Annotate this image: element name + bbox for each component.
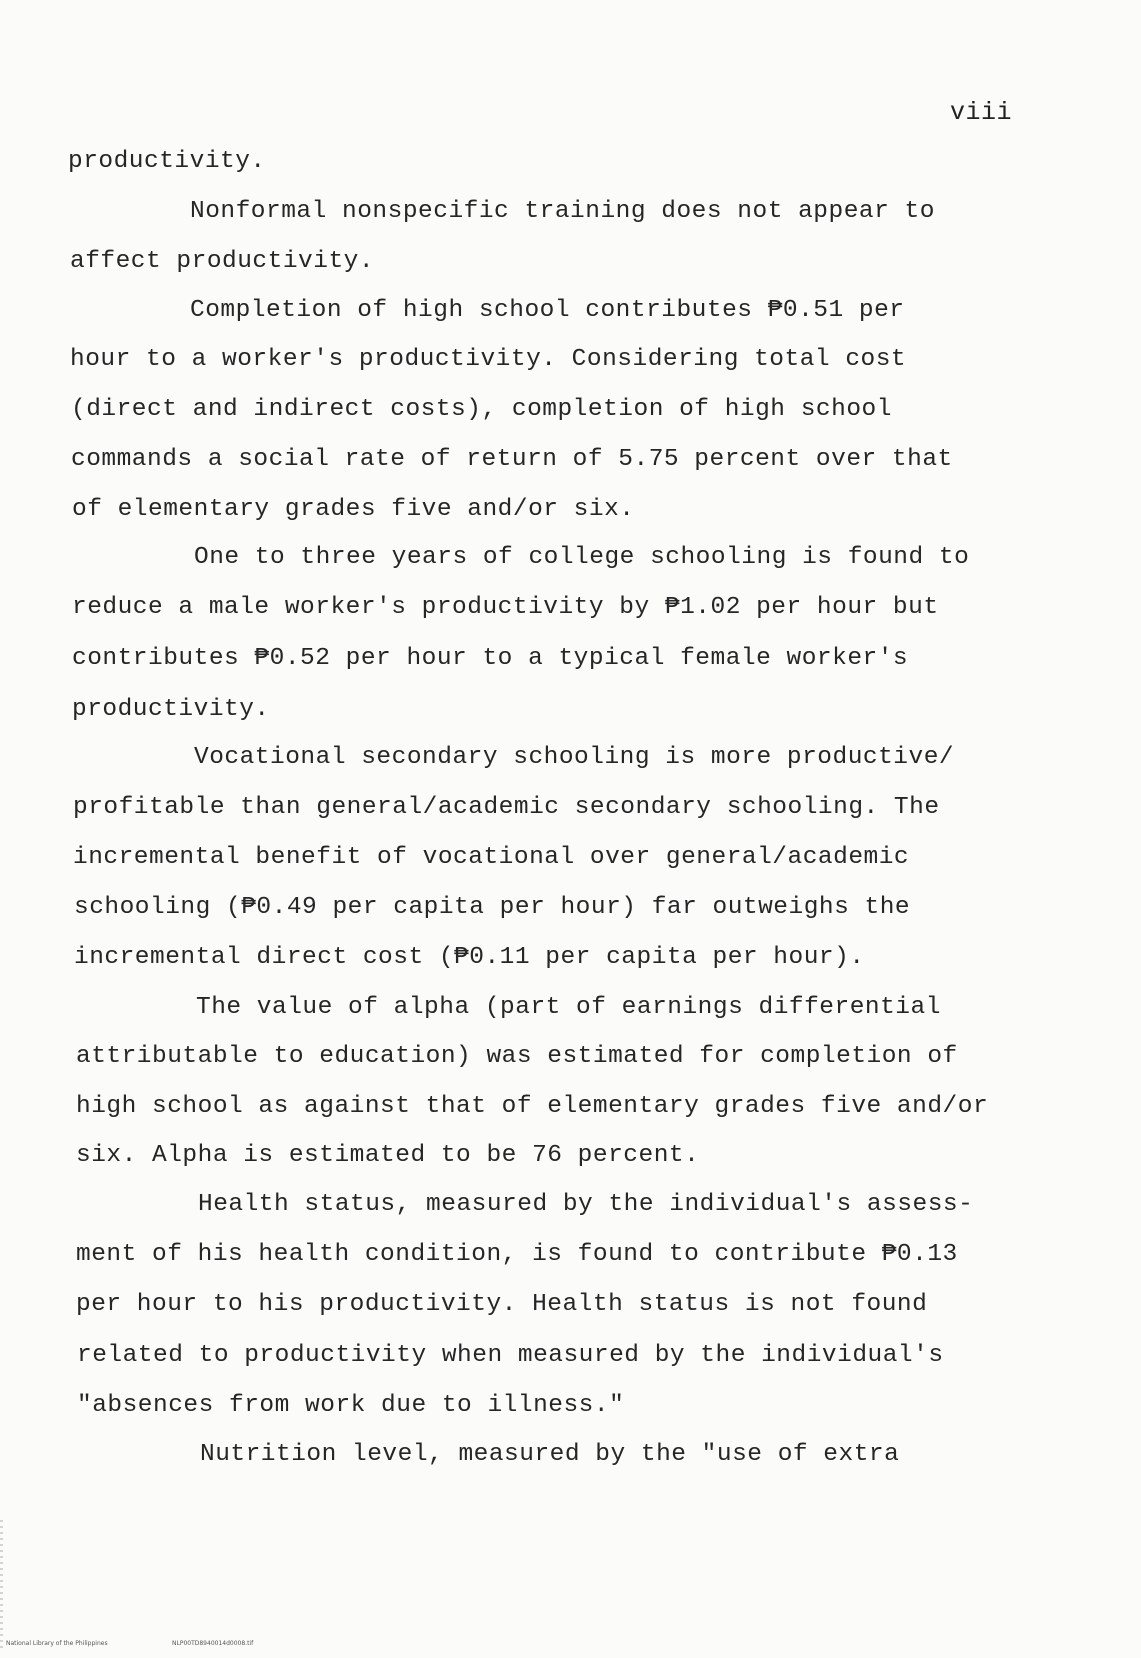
text-line: reduce a male worker's productivity by ₱1.02 per hour but: [72, 594, 939, 621]
text-line: Completion of high school contributes ₱0.51 per: [190, 297, 905, 324]
text-line: high school as against that of elementary grades five and/or: [76, 1093, 989, 1120]
scan-edge-mark: [0, 1520, 3, 1650]
text-line: One to three years of college schooling is found to: [194, 544, 970, 571]
page-number: viii: [950, 98, 1013, 127]
text-line: productivity.: [72, 696, 270, 723]
text-line: (direct and indirect costs), completion of high school: [71, 396, 892, 423]
text-line: schooling (₱0.49 per capita per hour) far outweighs the: [74, 894, 911, 921]
text-line: incremental benefit of vocational over general/academic: [73, 844, 910, 871]
text-line: profitable than general/academic secondary schooling. The: [73, 794, 940, 821]
text-line: attributable to education) was estimated for completion of: [76, 1043, 958, 1070]
text-line: Nutrition level, measured by the "use of extra: [200, 1441, 900, 1468]
text-line: contributes ₱0.52 per hour to a typical female worker's: [72, 645, 909, 672]
text-line: related to productivity when measured by the individual's: [77, 1342, 944, 1369]
text-line: affect productivity.: [70, 248, 375, 275]
footer-file-name: NLP00TD8940014d0008.tif: [172, 1640, 254, 1647]
text-line: hour to a worker's productivity. Considering total cost: [70, 346, 907, 373]
text-line: per hour to his productivity. Health status is not found: [76, 1291, 928, 1318]
text-line: Vocational secondary schooling is more productive/: [194, 744, 955, 771]
text-line: Health status, measured by the individual's assess-: [198, 1191, 974, 1218]
text-line: The value of alpha (part of earnings differential: [196, 994, 941, 1021]
footer-library-stamp: National Library of the Philippines: [6, 1640, 108, 1647]
text-line: commands a social rate of return of 5.75 percent over that: [71, 446, 953, 473]
text-line: of elementary grades five and/or six.: [72, 496, 635, 523]
text-line: ment of his health condition, is found to contribute ₱0.13: [76, 1241, 958, 1268]
text-line: Nonformal nonspecific training does not appear to: [190, 198, 935, 225]
text-line: productivity.: [68, 148, 266, 175]
text-line: "absences from work due to illness.": [77, 1392, 625, 1419]
text-line: incremental direct cost (₱0.11 per capita per hour).: [74, 944, 865, 971]
text-line: six. Alpha is estimated to be 76 percent.: [76, 1142, 700, 1169]
